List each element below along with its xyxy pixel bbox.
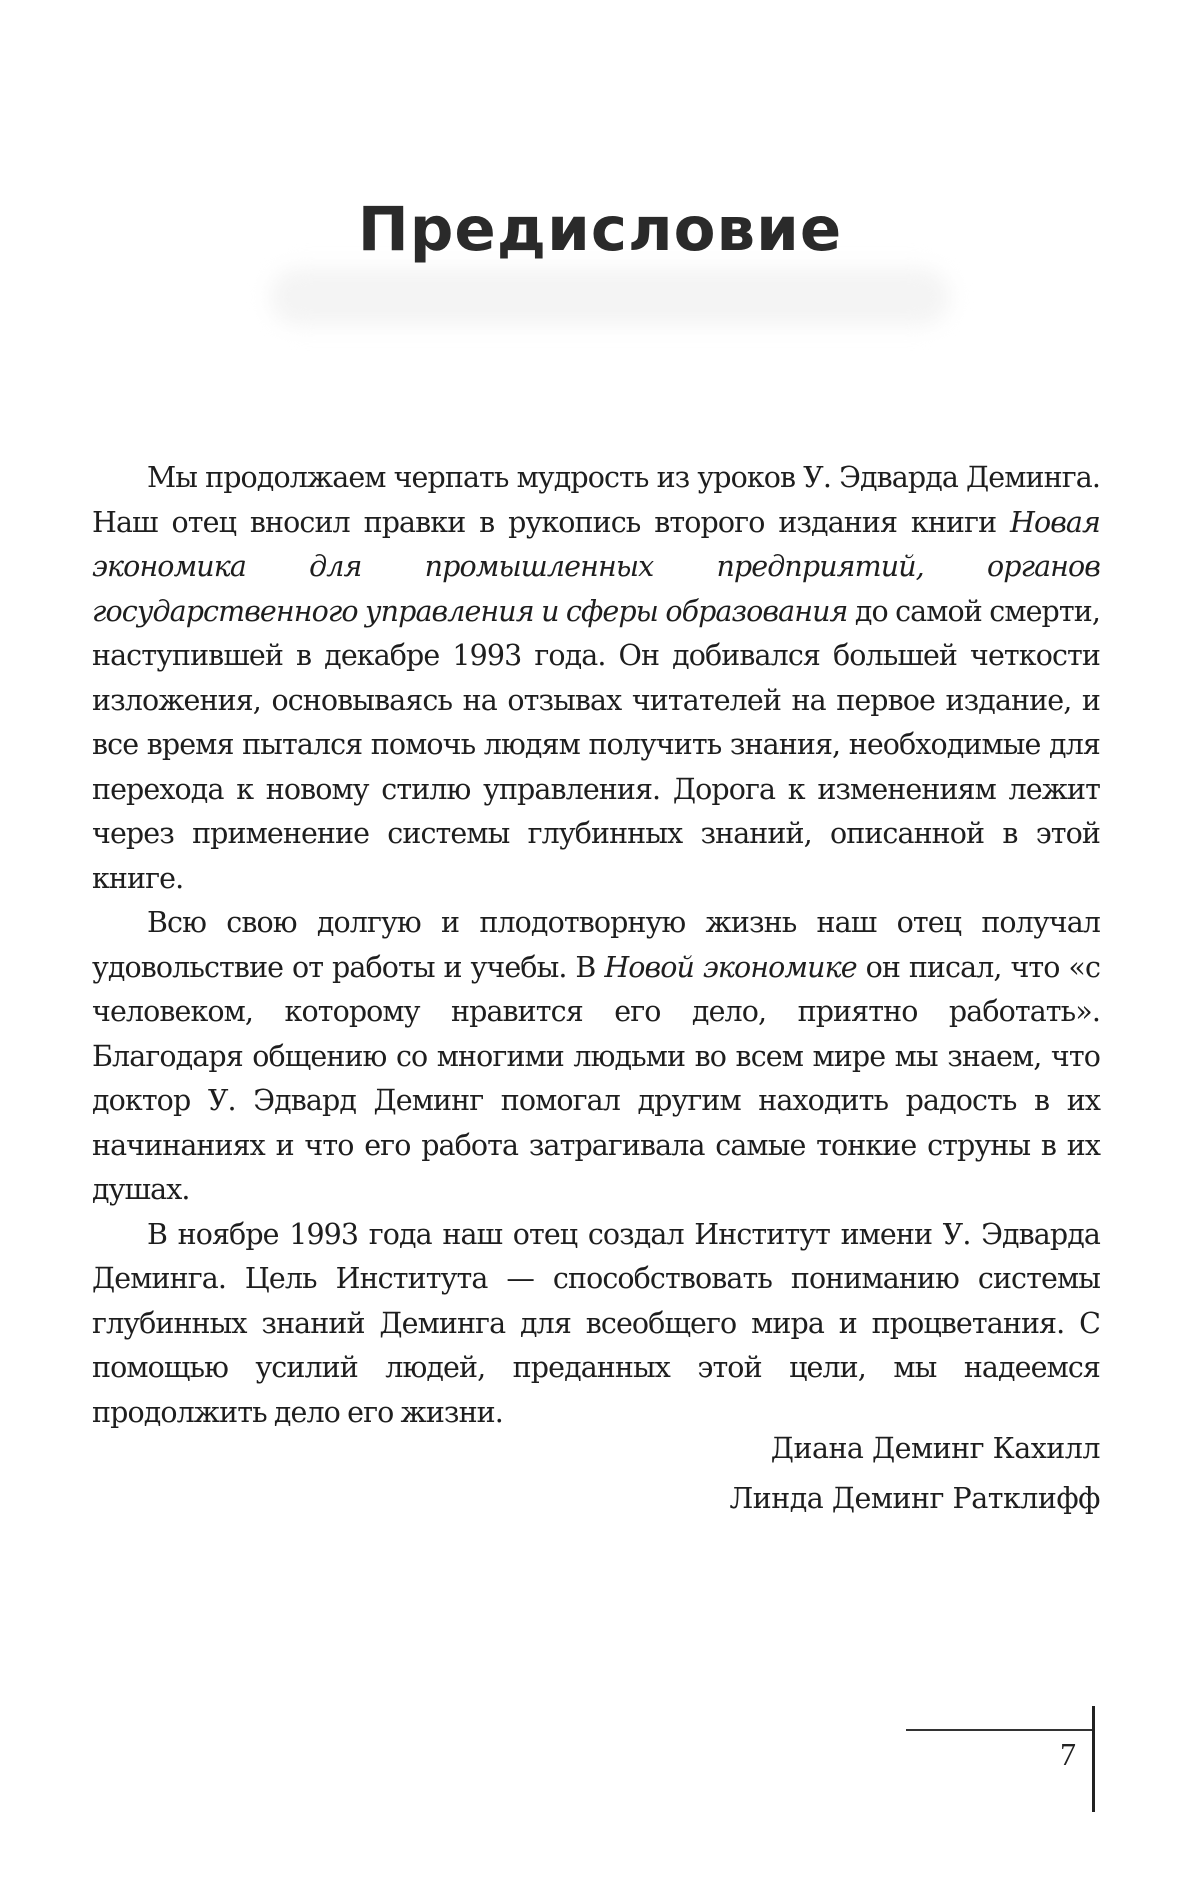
preface-body	[92, 456, 1100, 1435]
bleed-through-shadow	[270, 268, 950, 326]
paragraph-1-run-3: до самой смерти, наступившей в декабре 1993 года. Он добивался большей четкости изложения, основываясь на отзывах читателей на первое издание, и все время пытался помочь людям получить знания, необходимые для перехода к новому стилю управления. Дорога к изменениям лежит через применение системы глубинных знаний, описанной в этой книге.	[92, 594, 1101, 895]
paragraph-1-run-1: Мы продолжаем черпать мудрость из уроков У. Эдварда Деминга. Наш отец вносил правки в рукопись второго издания книги	[92, 461, 1100, 539]
page-title: Предисловие	[357, 194, 843, 265]
paragraph-1	[92, 456, 1100, 901]
book-title-italic: Новая экономика для промышленных предприятий, органов государственного управления и сферы образования	[92, 505, 1100, 628]
page-number: 7	[1060, 1736, 1076, 1772]
paragraph-3	[92, 1213, 1100, 1436]
signature-1: Диана Деминг Кахилл	[770, 1432, 1100, 1465]
folio-horizontal-rule	[906, 1729, 1094, 1731]
signature-block	[729, 1424, 1100, 1524]
paragraph-2	[92, 901, 1100, 1213]
book-short-title-italic: Новой экономике	[604, 950, 857, 984]
signature-2: Линда Деминг Ратклифф	[729, 1482, 1100, 1515]
folio-vertical-rule	[1092, 1706, 1095, 1812]
paragraph-2-run-3: он писал, что «с человеком, которому нравится его дело, приятно работать». Благодаря общению со многими людьми во всем мире мы знаем, что доктор У. Эдвард Деминг помогал другим находить радость в их начинаниях и что его работа затрагивала самые тонкие струны в их душах.	[92, 950, 1101, 1206]
paragraph-3-run-1: В ноябре 1993 года наш отец создал Институт имени У. Эдварда Деминга. Цель Института — способствовать пониманию системы глубинных знаний Деминга для всеобщего мира и процветания. С помощью усилий людей, преданных этой цели, мы надеемся продолжить дело его жизни.	[92, 1217, 1100, 1429]
paragraph-2-run-1: Всю свою долгую и плодотворную жизнь наш отец получал удовольствие от работы и учебы. В	[92, 906, 1100, 984]
